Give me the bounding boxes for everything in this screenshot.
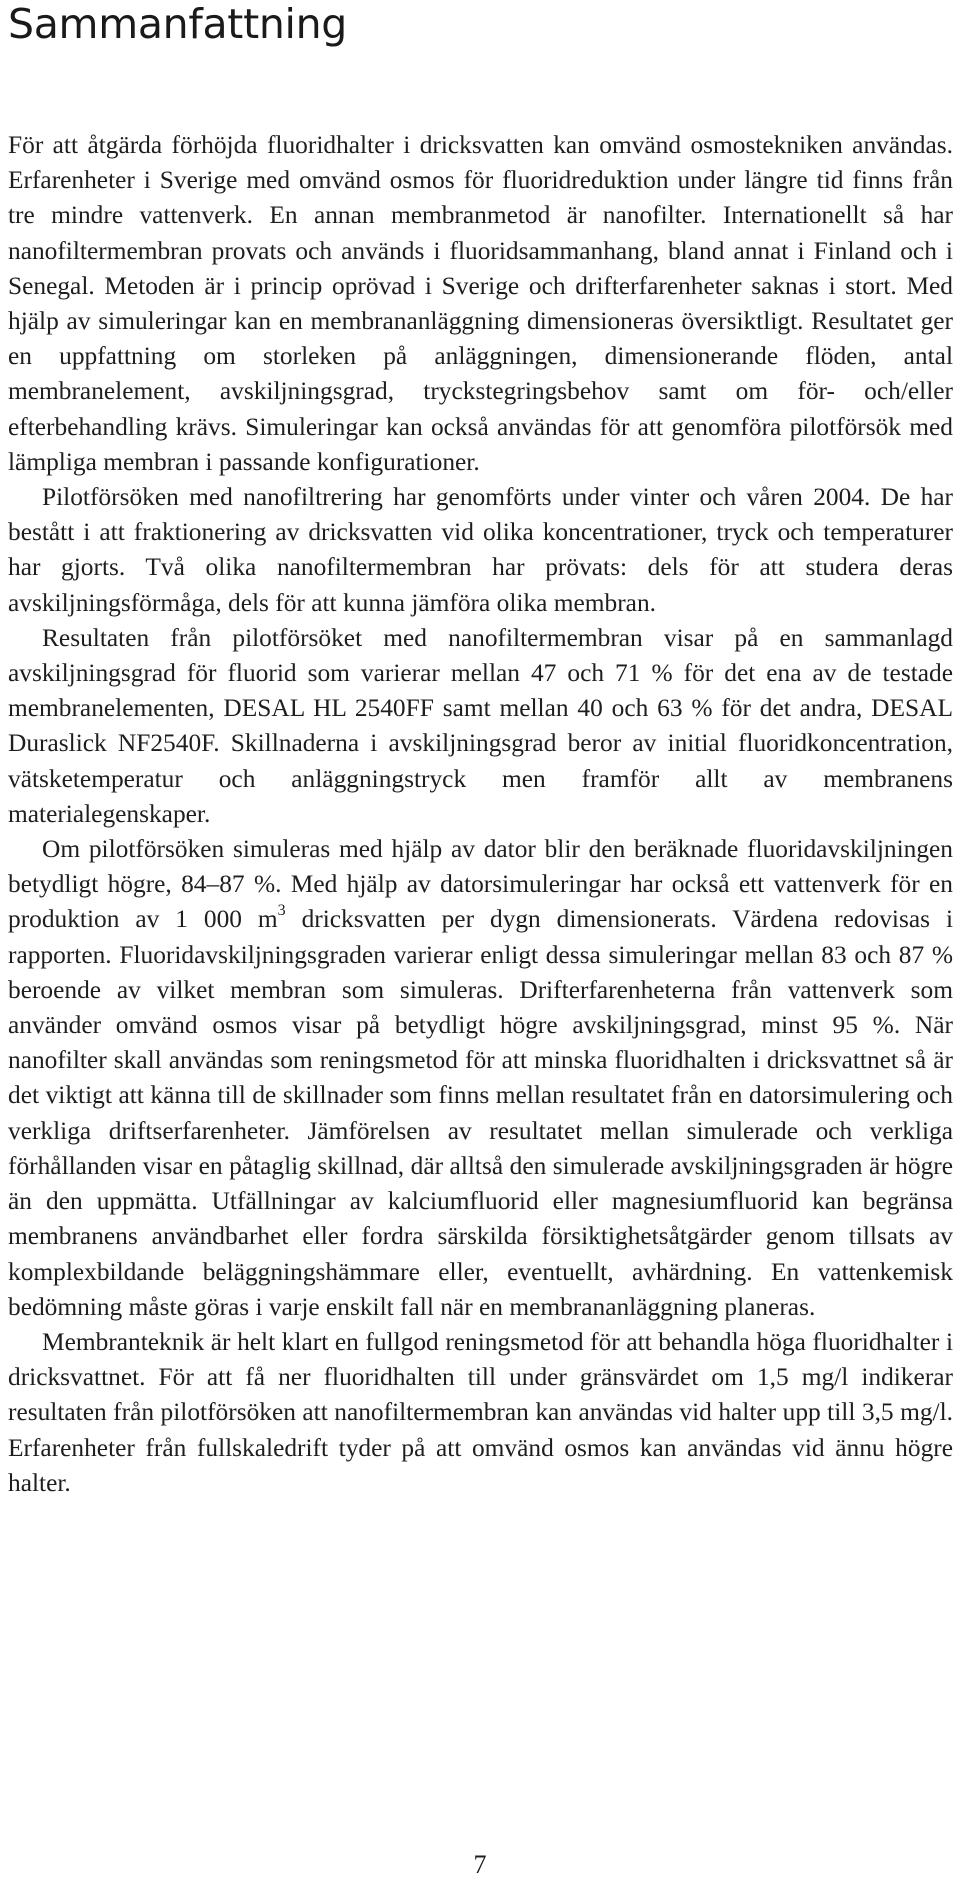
paragraph-3: Resultaten från pilotförsöket med nanofiltermembran visar på en sammanlagd avskiljningsgrad för fluorid som varierar mellan 47 och 71 % för det ena av de testade membranelementen, DESAL HL 2540FF samt mellan 40 och 63 % för det andra, DESAL Duraslick NF2540F. Skillnaderna i avskiljningsgrad beror av initial fluoridkoncentration, vätsketemperatur och anläggningstryck men framför allt av membranens materialegenskaper. <box>8 623 953 828</box>
paragraph-1: För att åtgärda förhöjda fluoridhalter i dricksvatten kan omvänd osmostekniken användas. Erfarenheter i Sverige med omvänd osmos för fluoridreduktion under längre tid finns från tre mindre vattenverk. En annan membranmetod är nanofilter. Internationellt så har nanofiltermembran provats och används i fluoridsammanhang, bland annat i Finland och i Senegal. Metoden är i princip oprövad i Sverige och drifterfarenheter saknas i stort. Med hjälp av simuleringar kan en membrananläggning dimensioneras översiktligt. Resultatet ger en uppfattning om storleken på anläggningen, dimensionerande flöden, antal membranelement, avskiljningsgrad, tryckstegringsbehov samt om för- och/eller efterbehandling krävs. Simuleringar kan också användas för att genomföra pilotförsök med lämpliga membran i passande konfigurationer. <box>8 131 953 476</box>
summary-body <box>8 128 953 1501</box>
page-title: Sammanfattning <box>8 0 348 48</box>
paragraph-4 <box>8 832 953 1325</box>
cubic-superscript: 3 <box>277 902 286 920</box>
paragraph-5: Membranteknik är helt klart en fullgod reningsmetod för att behandla höga fluoridhalter i dricksvattnet. För att få ner fluoridhalten till under gränsvärdet om 1,5 mg/l indikerar resultaten från pilotförsöken att nanofiltermembran kan användas vid halter upp till 3,5 mg/l. Erfarenheter från fullskaledrift tyder på att omvänd osmos kan användas vid ännu högre halter. <box>8 1327 953 1497</box>
paragraph-4-start: Om pilotförsöken simuleras med hjälp av dator blir den beräknade fluoridavskiljningen betydligt högre, 84–87 %. Med hjälp av datorsimuleringar har också ett vattenverk för en produktion av 1 000 m <box>8 835 953 934</box>
paragraph-2: Pilotförsöken med nanofiltrering har genomförts under vinter och våren 2004. De har bestått i att fraktionering av dricksvatten vid olika koncentrationer, tryck och temperaturer har gjorts. Två olika nanofiltermembran har prövats: dels för att studera deras avskiljningsförmåga, dels för att kunna jämföra olika membran. <box>8 483 953 617</box>
paragraph-4-end: dricksvatten per dygn dimensionerats. Värdena redovisas i rapporten. Fluoridavskiljningsgraden varierar enligt dessa simuleringar mellan 83 och 87 % beroende av vilket membran som simuleras. Drifterfarenheterna från vattenverk som använder omvänd osmos visar på betydligt högre avskiljningsgrad, minst 95 %. När nanofilter skall användas som reningsmetod för att minska fluoridhalten i dricksvattnet så är det viktigt att känna till de skillnader som finns mellan resultatet från en datorsimulering och verkliga driftserfarenheter. Jämförelsen av resultatet mellan simulerade och verkliga förhållanden visar en påtaglig skillnad, där alltså den simulerade avskiljningsgraden är högre än den uppmätta. Utfällningar av kalciumfluorid eller magnesiumfluorid kan begränsa membranens användbarhet eller fordra särskilda försiktighetsåtgärder genom tillsats av komplexbildande beläggningshämmare eller, eventuellt, avhärdning. En vattenkemisk bedömning måste göras i varje enskilt fall när en membrananläggning planeras. <box>8 905 953 1321</box>
page-number: 7 <box>473 1850 487 1879</box>
